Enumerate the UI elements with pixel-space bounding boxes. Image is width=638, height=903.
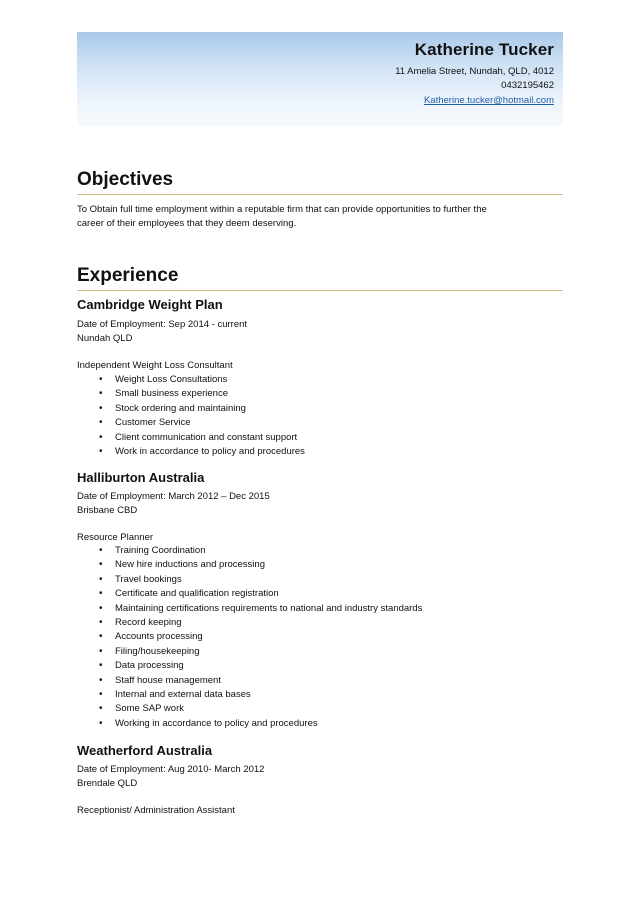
list-item: • Record keeping <box>77 616 422 630</box>
list-item: • Staff house management <box>77 674 422 688</box>
list-item: • Data processing <box>77 659 422 673</box>
list-item: • Internal and external data bases <box>77 688 422 702</box>
list-item: • Work in accordance to policy and procedures <box>77 445 305 459</box>
list-item: • New hire inductions and processing <box>77 558 422 572</box>
list-item: • Stock ordering and maintaining <box>77 402 305 416</box>
job-company: Cambridge Weight Plan <box>77 297 223 312</box>
list-item: • Customer Service <box>77 416 305 430</box>
list-item: • Maintaining certifications requirements to national and industry standards <box>77 602 422 616</box>
job-dates: Date of Employment: Aug 2010- March 2012 <box>77 764 265 775</box>
list-item: • Some SAP work <box>77 702 422 716</box>
job-role: Resource Planner <box>77 532 154 543</box>
list-item: • Small business experience <box>77 387 305 401</box>
list-item: • Working in accordance to policy and procedures <box>77 717 422 731</box>
job-dates: Date of Employment: Sep 2014 - current <box>77 319 248 330</box>
objectives-line: career of their employees that they deem deserving. <box>77 218 297 230</box>
job-location: Brisbane CBD <box>77 505 138 516</box>
job-duties-list <box>77 373 305 459</box>
list-item: • Certificate and qualification registration <box>77 587 422 601</box>
job-company: Halliburton Australia <box>77 470 205 485</box>
list-item: • Accounts processing <box>77 630 422 644</box>
objectives-line: To Obtain full time employment within a reputable firm that can provide opportunities to further the <box>77 204 487 215</box>
job-role: Independent Weight Loss Consultant <box>77 360 233 371</box>
job-location: Nundah QLD <box>77 333 133 344</box>
experience-divider <box>77 290 563 291</box>
list-item: • Filing/housekeeping <box>77 645 422 659</box>
job-company: Weatherford Australia <box>77 743 213 758</box>
list-item: • Travel bookings <box>77 573 422 587</box>
address: 11 Amelia Street, Nundah, QLD, 4012 <box>395 66 554 77</box>
list-item: • Weight Loss Consultations <box>77 373 305 387</box>
objectives-text <box>77 203 487 232</box>
email-link[interactable]: Katherine.tucker@hotmail.com <box>423 95 554 106</box>
list-item: • Training Coordination <box>77 544 422 558</box>
job-role: Receptionist/ Administration Assistant <box>77 805 235 816</box>
objectives-heading: Objectives <box>77 169 174 190</box>
job-duties-list <box>77 544 422 731</box>
job-location: Brendale QLD <box>77 778 138 789</box>
experience-heading: Experience <box>77 265 179 286</box>
job-dates: Date of Employment: March 2012 – Dec 2015 <box>77 491 270 502</box>
phone-number: 0432195462 <box>501 80 554 91</box>
objectives-divider <box>77 194 563 195</box>
list-item: • Client communication and constant support <box>77 431 305 445</box>
candidate-name: Katherine Tucker <box>414 40 554 59</box>
